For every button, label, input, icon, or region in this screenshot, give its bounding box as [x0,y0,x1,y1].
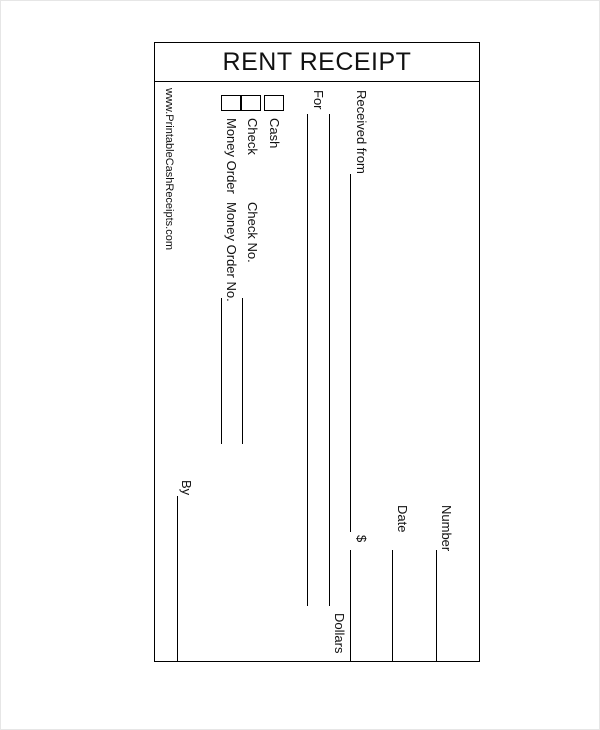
for-label: For [311,90,326,110]
by-label: By [179,480,194,496]
money-order-no-label: Money Order No. [224,202,239,302]
title-band [155,43,479,82]
dollars-label: Dollars [332,613,347,654]
check-no-label: Check No. [245,202,260,263]
website-credit: www.PrintableCashReceipts.com [163,88,175,251]
check-checkbox[interactable] [241,95,261,111]
number-label: Number [439,505,454,552]
payment-method-cash-label: Cash [267,118,282,149]
received-from-label: Received from [354,90,369,174]
date-label: Date [395,505,410,533]
date-field[interactable] [392,550,393,662]
for-field-line-2[interactable] [329,114,330,606]
amount-field[interactable] [350,550,351,662]
for-field-line-1[interactable] [307,114,308,606]
receipt-title: RENT RECEIPT [222,48,412,76]
rent-receipt-form [154,42,480,662]
payment-method-money-order-label: Money Order [224,118,239,194]
cash-checkbox[interactable] [264,95,284,111]
number-field[interactable] [436,550,437,662]
money-order-no-field[interactable] [221,298,222,444]
received-from-field[interactable] [350,174,351,532]
money-order-checkbox[interactable] [221,95,241,111]
by-signature-field[interactable] [177,496,178,662]
dollar-sign: $ [354,535,369,543]
payment-method-check-label: Check [245,118,260,155]
check-no-field[interactable] [242,298,243,444]
